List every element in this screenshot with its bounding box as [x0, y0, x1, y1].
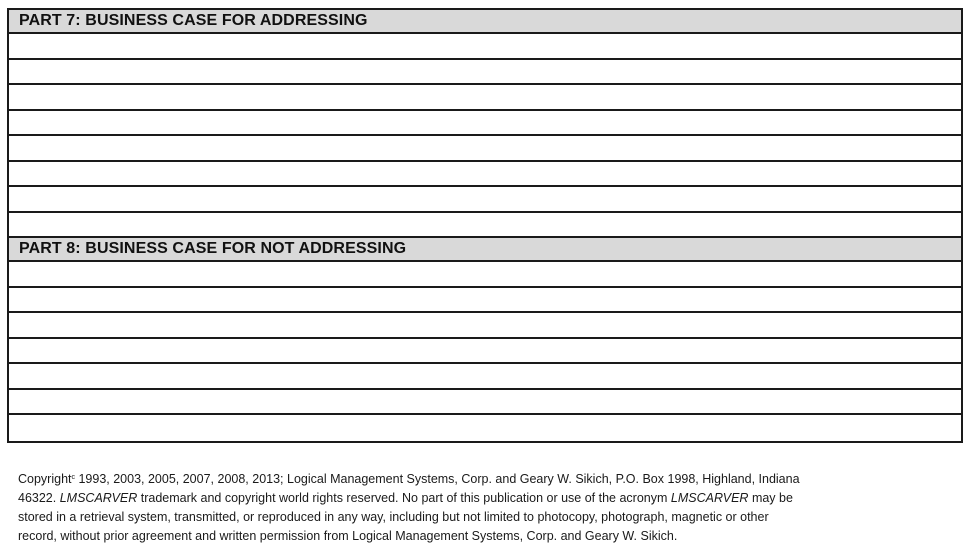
part7-entry-line[interactable] [9, 187, 961, 213]
part8-entry-lines [9, 262, 961, 441]
part7-entry-lines [9, 34, 961, 238]
part8-entry-line[interactable] [9, 364, 961, 390]
copyright-word: Copyright [18, 472, 72, 486]
part8-entry-line[interactable] [9, 313, 961, 339]
copyright-line-1 [18, 470, 938, 489]
copyright-text-2c: may be [748, 491, 793, 505]
part7-entry-line[interactable] [9, 34, 961, 60]
copyright-line-4: record, without prior agreement and written permission from Logical Management Systems, Corp. and Geary W. Sikich. [18, 529, 678, 543]
copyright-line-3: stored in a retrieval system, transmitted, or reproduced in any way, including but not limited to photocopy, photograph, magnetic or other [18, 510, 769, 524]
trademark-acronym: LMSCARVER [670, 491, 749, 505]
part7-entry-line[interactable] [9, 162, 961, 188]
part8-entry-line[interactable] [9, 415, 961, 441]
part7-entry-line[interactable] [9, 111, 961, 137]
copyright-text-2a: 46322. [18, 491, 60, 505]
part7-entry-line[interactable] [9, 60, 961, 86]
part7-entry-line[interactable] [9, 136, 961, 162]
part8-entry-line[interactable] [9, 288, 961, 314]
trademark-acronym: LMSCARVER [59, 491, 138, 505]
part8-entry-line[interactable] [9, 390, 961, 416]
part7-entry-line[interactable] [9, 85, 961, 111]
part8-header: PART 8: BUSINESS CASE FOR NOT ADDRESSING [9, 238, 961, 262]
part8-entry-line[interactable] [9, 339, 961, 365]
business-case-form [7, 8, 963, 443]
copyright-notice [18, 470, 938, 546]
part7-header: PART 7: BUSINESS CASE FOR ADDRESSING [9, 10, 961, 34]
copyright-text-2b: trademark and copyright world rights reserved. No part of this publication or use of the acronym [137, 491, 671, 505]
copyright-line-2 [18, 489, 938, 508]
copyright-text-1: 1993, 2003, 2005, 2007, 2008, 2013; Logical Management Systems, Corp. and Geary W. Sikich, P.O. Box 1998, Highland, Indiana [75, 472, 800, 486]
part7-entry-line[interactable] [9, 213, 961, 239]
copyright-symbol: c [71, 474, 75, 481]
part8-entry-line[interactable] [9, 262, 961, 288]
